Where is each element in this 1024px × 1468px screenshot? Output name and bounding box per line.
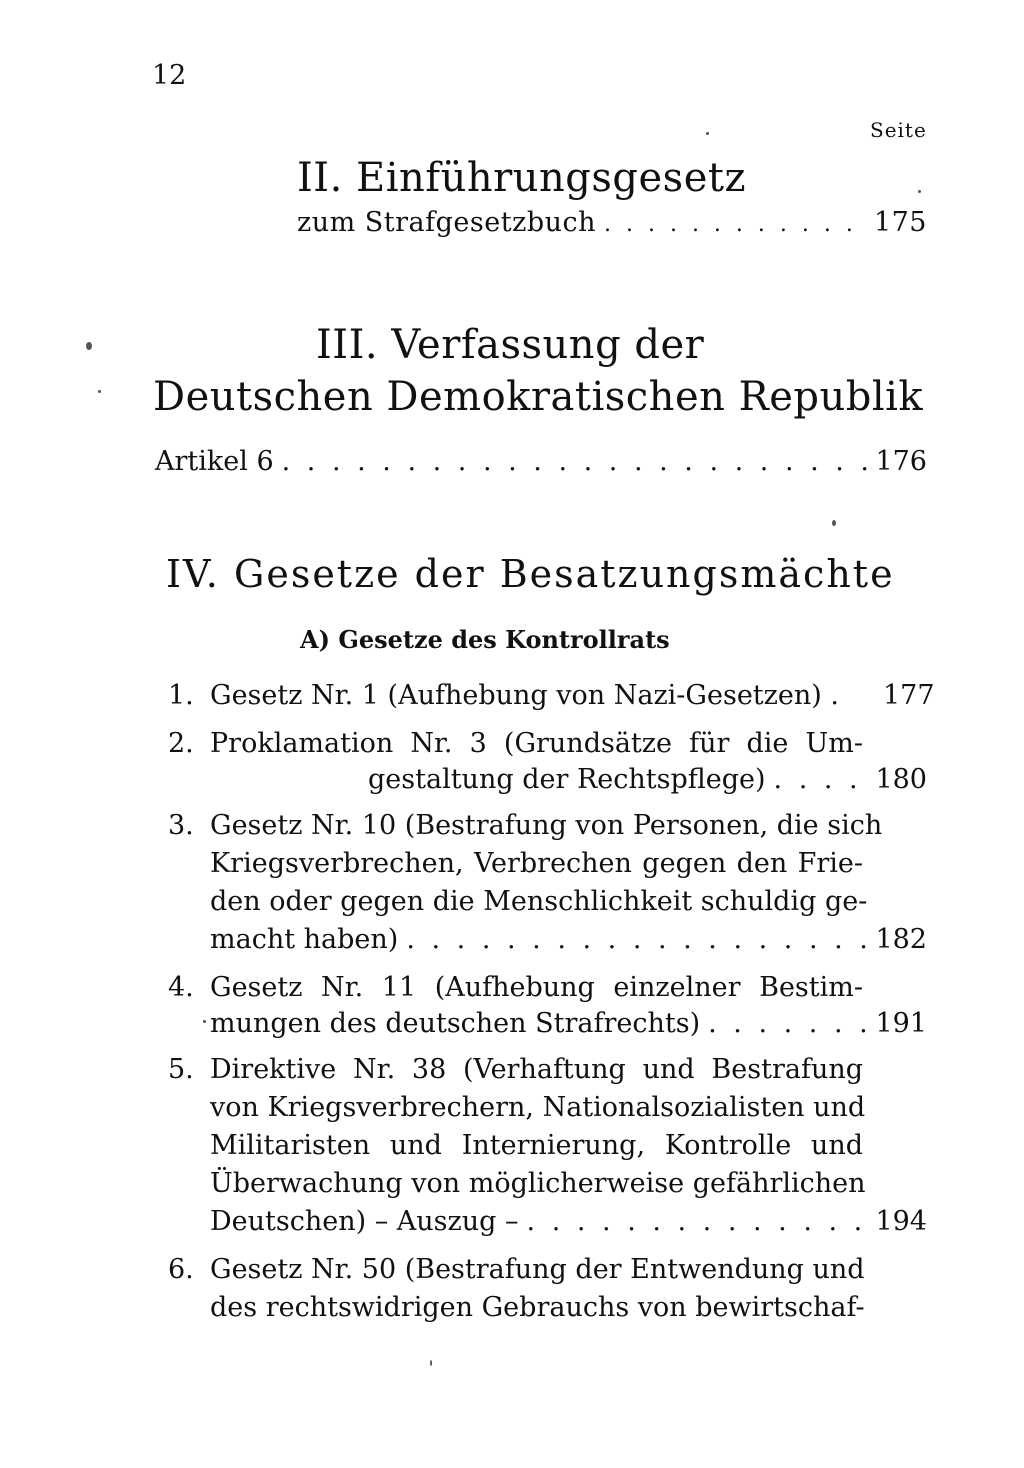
scan-speck — [706, 132, 709, 135]
section2-entry — [297, 207, 927, 238]
page-number: 12 — [152, 60, 187, 91]
item5-line5: Deutschen) – Auszug – — [210, 1206, 519, 1237]
scan-speck — [918, 190, 921, 193]
item1-number: 1. — [168, 680, 194, 711]
item2-line2: gestaltung der Rechtspflege) — [368, 764, 766, 795]
item1-line1: Gesetz Nr. 1 (Aufhebung von Nazi-Gesetzen) . — [210, 680, 839, 711]
section3-entry-page: 176 — [875, 446, 927, 477]
scan-speck — [86, 342, 92, 350]
item5-number: 5. — [168, 1054, 194, 1085]
item5-line1: Direktive Nr. 38 (Verhaftung und Bestrafung — [210, 1054, 863, 1085]
item3-line1: Gesetz Nr. 10 (Bestrafung von Personen, die sich — [210, 810, 883, 841]
section3-heading-line1: III. Verfassung der — [316, 322, 705, 368]
item4-line1: Gesetz Nr. 11 (Aufhebung einzelner Bestim- — [210, 972, 863, 1003]
section2-heading-line2: zum Strafgesetzbuch — [297, 207, 596, 238]
scan-speck — [832, 520, 836, 526]
item4-number: 4. — [168, 972, 194, 1003]
section4-heading: IV. Gesetze der Besatzungsmächte — [166, 552, 895, 596]
scan-speck — [98, 390, 101, 393]
leader-dots — [406, 924, 867, 955]
section4-subheading: A) Gesetze des Kontrollrats — [300, 625, 670, 654]
item3-page: 182 — [875, 924, 927, 955]
item6-line2: des rechtswidrigen Gebrauchs von bewirtschaf- — [210, 1292, 865, 1323]
scan-speck — [203, 1020, 206, 1023]
scan-speck — [430, 1360, 432, 1366]
item2-final — [368, 764, 927, 795]
item3-line2: Kriegsverbrechen, Verbrechen gegen den Frie- — [210, 848, 863, 879]
leader-dots — [527, 1206, 868, 1237]
item5-line3: Militaristen und Internierung, Kontrolle und — [210, 1130, 863, 1161]
item4-final — [210, 1008, 927, 1039]
section2-page: 175 — [873, 207, 927, 238]
item2-page: 180 — [875, 764, 927, 795]
item4-line2: mungen des deutschen Strafrechts) — [210, 1008, 701, 1039]
item5-final — [210, 1206, 927, 1237]
item2-line1: Proklamation Nr. 3 (Grundsätze für die Um- — [210, 728, 863, 759]
item5-page: 194 — [875, 1206, 927, 1237]
section3-entry-label: Artikel 6 — [155, 446, 274, 477]
item5-line2: von Kriegsverbrechern, Nationalsozialisten und — [210, 1092, 866, 1123]
item3-final — [210, 924, 927, 955]
section3-entry — [155, 446, 927, 477]
item3-line4: macht haben) — [210, 924, 399, 955]
page-column-label: Seite — [870, 118, 927, 142]
section2-heading-line1: II. Einführungsgesetz — [297, 155, 747, 201]
item6-number: 6. — [168, 1254, 194, 1285]
item3-number: 3. — [168, 810, 194, 841]
leader-dots — [774, 764, 868, 795]
item2-number: 2. — [168, 728, 194, 759]
item6-line1: Gesetz Nr. 50 (Bestrafung der Entwendung und — [210, 1254, 865, 1285]
item1-page: 177 — [883, 680, 935, 711]
section3-heading-line2: Deutschen Demokratischen Republik — [153, 374, 924, 420]
leader-dots — [708, 1008, 867, 1039]
item4-page: 191 — [875, 1008, 927, 1039]
item5-line4: Überwachung von möglicherweise gefährlichen — [210, 1168, 866, 1199]
item3-line3: den oder gegen die Menschlichkeit schuldig ge- — [210, 886, 868, 917]
leader-dots — [604, 212, 866, 237]
leader-dots — [282, 446, 868, 477]
